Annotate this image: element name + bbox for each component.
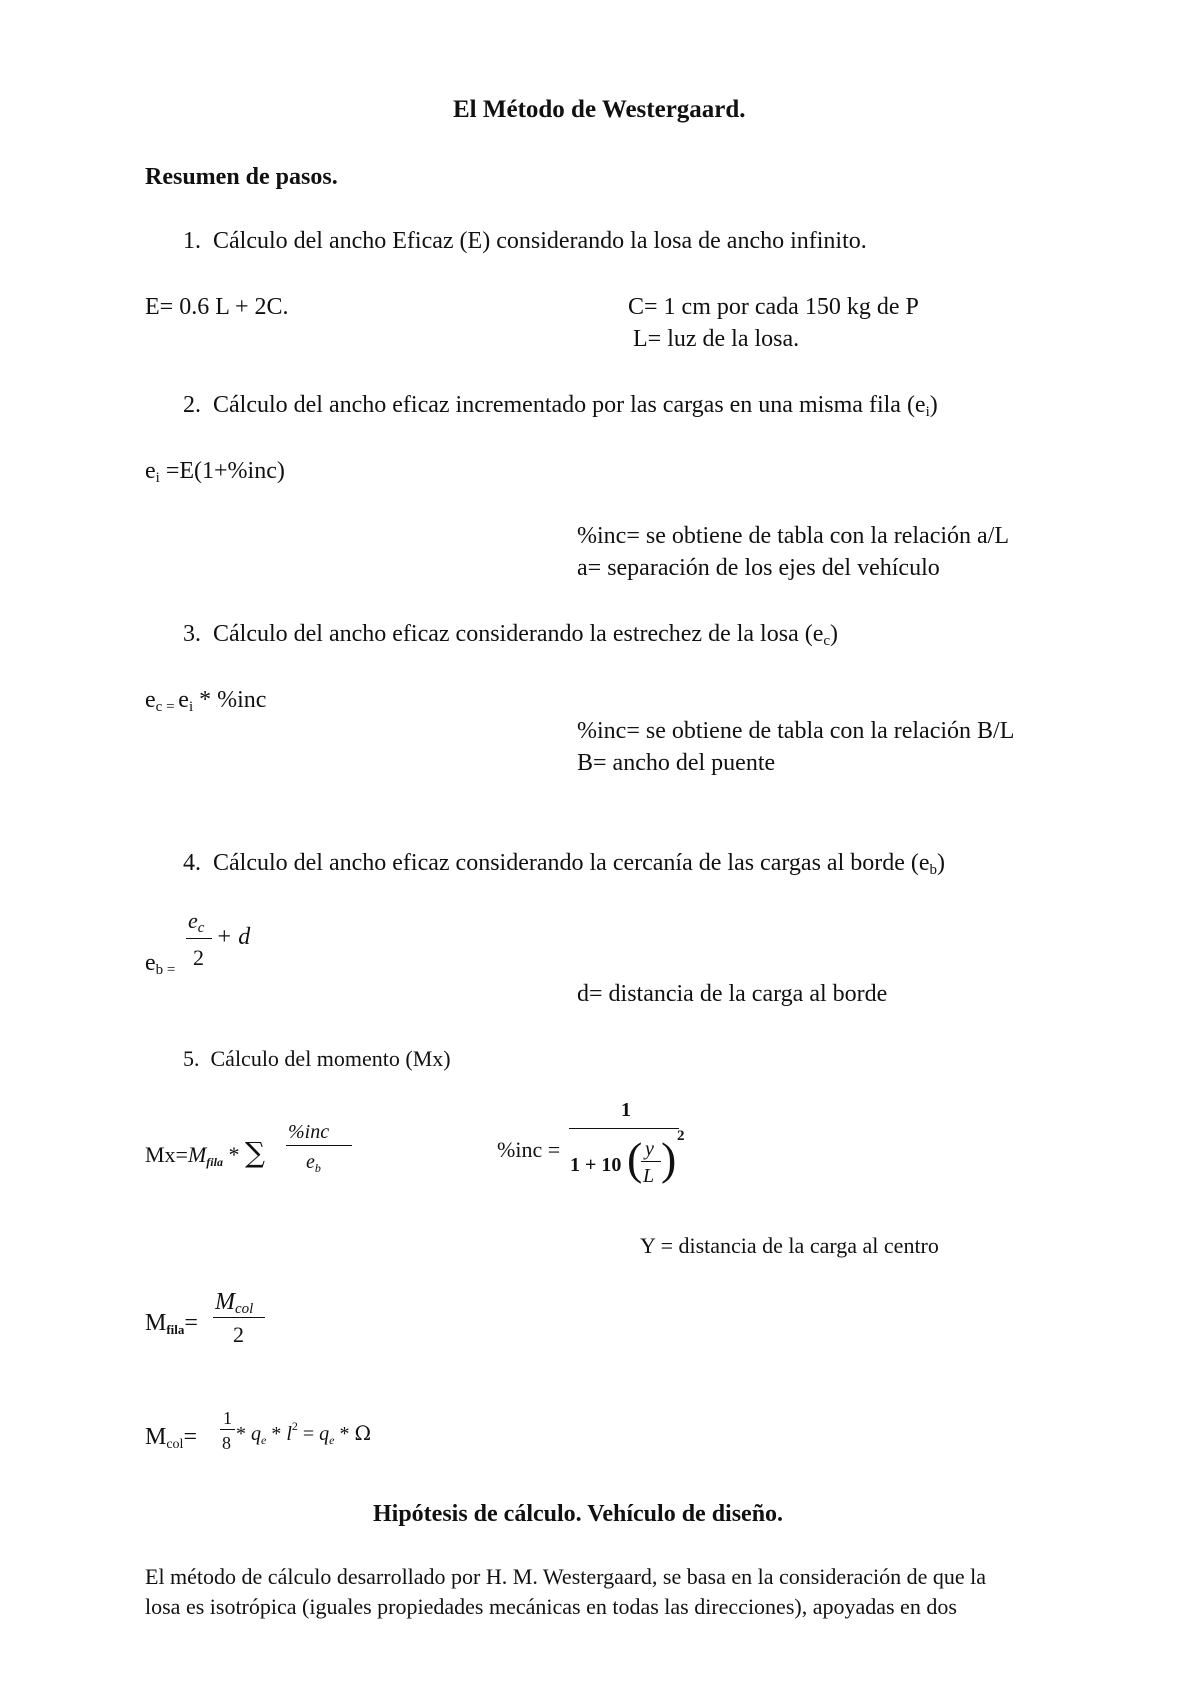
ec-subscript: c = [155, 699, 179, 715]
step-text: Cálculo del ancho Eficaz (E) considerando la losa de ancho infinito. [213, 228, 867, 254]
mcol-frac-num: 1 [223, 1408, 232, 1428]
m-subscript: fila [166, 1322, 185, 1337]
inc-lhs: %inc = [497, 1137, 561, 1162]
note-b: B= ancho del puente [577, 750, 776, 776]
step-3 [183, 621, 839, 649]
step-number: 1. [183, 228, 201, 254]
page-title: El Método de Westergaard. [453, 96, 746, 123]
m-symbol: M [145, 1310, 167, 1336]
step-subscript: i [925, 404, 930, 420]
inc-l: L [643, 1165, 655, 1187]
step-number: 4. [183, 850, 201, 876]
formula-ec [145, 687, 267, 715]
ec-symbol: e [145, 687, 156, 713]
inc-paren-right: ) [661, 1133, 677, 1184]
eb-symbol: e [306, 1151, 315, 1173]
inc-y: y [645, 1138, 654, 1160]
mx-frac-den [306, 1151, 321, 1175]
ec-rhs: * %inc [193, 687, 267, 713]
eb-plus-d: + d [216, 924, 251, 950]
note-inc-a: %inc= se obtiene de tabla con la relación a/L [577, 523, 1010, 549]
note-d: d= distancia de la carga al borde [577, 981, 888, 1007]
ei-subscript: i [188, 699, 194, 715]
eb-lhs [145, 950, 176, 978]
inc-numerator: 1 [621, 1099, 631, 1121]
formula-ei [145, 458, 285, 486]
m-symbol: M [145, 1424, 167, 1450]
star: * [222, 1142, 245, 1167]
mcol-lhs [145, 1424, 197, 1452]
paragraph-line-1: El método de cálculo desarrollado por H. M. Westergaard, se basa en la consideración de que la [145, 1564, 987, 1589]
step-number: 5. [183, 1046, 200, 1071]
note-a: a= separación de los ejes del vehículo [577, 555, 940, 581]
inc-yl-line [641, 1161, 661, 1162]
step-text: Cálculo del ancho eficaz incrementado por las cargas en una misma fila (e [213, 392, 926, 418]
equals: = [183, 1424, 197, 1450]
equals: = [297, 1423, 320, 1445]
step-subscript: b [929, 862, 938, 878]
inc-denominator: 1 + 10 [570, 1154, 622, 1176]
m-subscript: col [235, 1301, 254, 1317]
m-subscript: col [166, 1437, 184, 1452]
note-c: C= 1 cm por cada 150 kg de P [628, 294, 919, 320]
equals: = [184, 1310, 198, 1336]
star: * [334, 1423, 355, 1445]
m-symbol: M [187, 1142, 207, 1167]
note-l: L= luz de la losa. [633, 326, 800, 352]
step-text: Cálculo del momento (Mx) [210, 1046, 451, 1071]
step-1 [183, 229, 867, 253]
eb-fraction-line [186, 938, 212, 939]
mx-label: Mx= [145, 1142, 188, 1167]
eb-subscript: b [314, 1161, 321, 1175]
inc-fraction-line [569, 1128, 679, 1129]
eb-symbol: e [145, 950, 156, 976]
star: * [236, 1423, 251, 1445]
note-inc-b: %inc= se obtiene de tabla con la relación B/L [577, 718, 1015, 744]
step-close: ) [937, 850, 946, 876]
mfila-denominator: 2 [233, 1322, 244, 1347]
omega-symbol: Ω [354, 1421, 372, 1445]
eb-denominator: 2 [193, 945, 204, 970]
l-symbol: l [286, 1423, 292, 1445]
eb-subscript: b = [155, 962, 176, 978]
step-close: ) [929, 392, 938, 418]
q-subscript: e [261, 1433, 267, 1447]
y-note: Y = distancia de la carga al centro [640, 1233, 939, 1258]
step-5 [183, 1048, 451, 1070]
l-exponent: 2 [291, 1419, 298, 1433]
ei-rhs: =E(1+%inc) [159, 458, 285, 484]
step-subscript: c [823, 633, 831, 649]
q-symbol: q [319, 1423, 330, 1445]
section-title: Hipótesis de cálculo. Vehículo de diseño. [373, 1501, 784, 1527]
q-subscript: e [329, 1433, 335, 1447]
inc-exponent: 2 [677, 1128, 685, 1144]
eb-numerator [188, 908, 205, 936]
mcol-rhs [236, 1419, 372, 1447]
mcol-fraction-line [220, 1429, 235, 1430]
q-symbol: q [251, 1423, 261, 1445]
mfila-lhs [145, 1311, 198, 1335]
mfila-numerator [215, 1289, 254, 1317]
ei-symbol: e [145, 458, 156, 484]
m-subscript: fila [206, 1155, 223, 1169]
formula-e: E= 0.6 L + 2C. [145, 294, 289, 320]
star: * [266, 1423, 287, 1445]
ei-symbol: e [178, 687, 189, 713]
paragraph-line-2: losa es isotrópica (iguales propiedades mecánicas en todas las direcciones), apoyadas en dos [145, 1594, 957, 1619]
step-text: Cálculo del ancho eficaz considerando la cercanía de las cargas al borde (e [213, 850, 930, 876]
sigma-symbol: ∑ [244, 1136, 265, 1169]
mx-frac-num: %inc [288, 1121, 330, 1143]
mcol-frac-den: 8 [222, 1433, 231, 1453]
step-text: Cálculo del ancho eficaz considerando la estrechez de la losa (e [213, 621, 824, 647]
ei-subscript: i [155, 470, 160, 486]
mfila-fraction-line [213, 1317, 265, 1318]
step-number: 2. [183, 392, 201, 418]
step-2 [183, 392, 938, 420]
m-symbol: M [215, 1289, 235, 1315]
step-4 [183, 850, 946, 878]
step-close: ) [830, 621, 839, 647]
mx-formula [145, 1136, 265, 1169]
mx-fraction-line [286, 1145, 352, 1146]
inc-paren-left: ( [627, 1133, 643, 1184]
resumen-heading: Resumen de pasos. [145, 164, 338, 190]
ec-subscript: c [197, 920, 205, 936]
step-number: 3. [183, 621, 201, 647]
ec-symbol: e [188, 908, 198, 933]
